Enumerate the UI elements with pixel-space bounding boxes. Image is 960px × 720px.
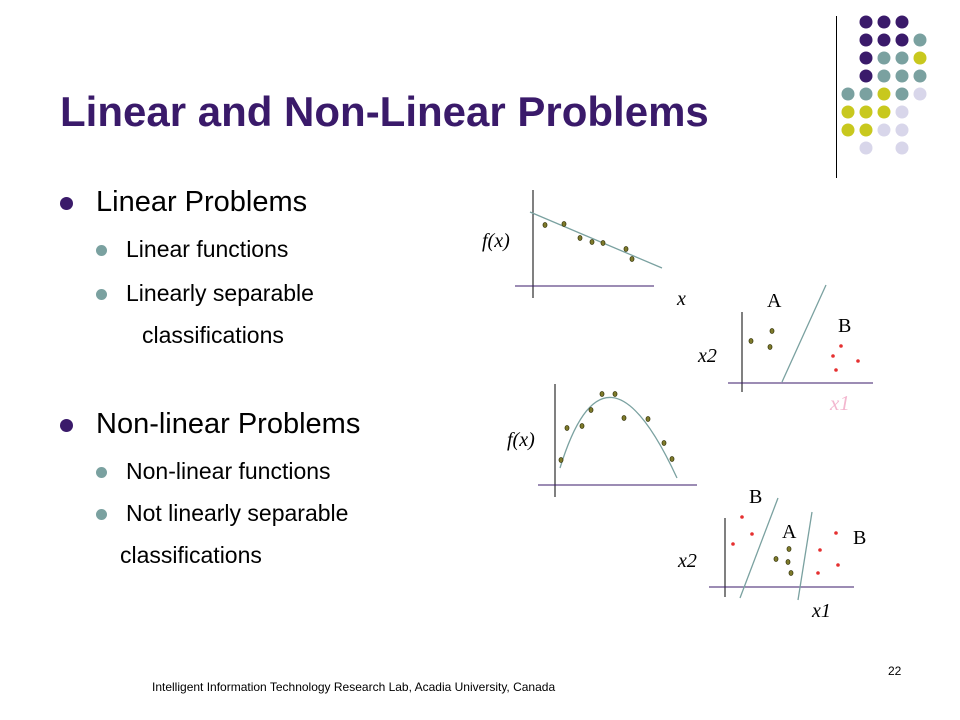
data-point — [834, 368, 838, 372]
class-b-left-points — [731, 515, 754, 546]
data-point — [589, 408, 593, 413]
class-a-points — [774, 547, 793, 576]
data-point — [786, 560, 790, 565]
data-point — [600, 392, 604, 397]
data-point — [740, 515, 744, 519]
data-point — [630, 257, 634, 262]
bullet-text: Linear Problems — [96, 186, 308, 218]
data-point — [646, 417, 650, 422]
class-a-label: A — [782, 521, 797, 543]
footer-text: Intelligent Information Technology Research Lab, Acadia University, Canada — [152, 680, 556, 694]
data-point — [622, 416, 626, 421]
sub-bullet-text: classifications — [142, 322, 284, 348]
x-axis-label: x — [677, 288, 686, 310]
data-point — [749, 339, 753, 344]
class-b-label: B — [838, 315, 852, 337]
data-point — [750, 532, 754, 536]
class-b-left-label: B — [749, 486, 763, 508]
class-b-right-label: B — [853, 527, 867, 549]
y-axis-label: f(x) — [482, 230, 510, 252]
class-b-right-points — [816, 531, 840, 575]
data-point — [839, 344, 843, 348]
nonlinear-classification-plot — [677, 486, 866, 622]
slide-title: Linear and Non-Linear Problems — [60, 88, 709, 135]
data-point — [774, 557, 778, 562]
data-point — [731, 542, 735, 546]
class-a-label: A — [767, 290, 782, 312]
linear-function-plot — [482, 190, 686, 310]
data-point — [590, 240, 594, 245]
data-points — [543, 222, 634, 262]
data-point — [836, 563, 840, 567]
data-point — [670, 457, 674, 462]
fit-curve — [560, 397, 677, 478]
fit-line — [530, 212, 662, 268]
data-point — [578, 236, 582, 241]
decision-boundary-left — [740, 498, 778, 598]
x-axis-label: x1 — [812, 600, 831, 622]
data-point — [768, 345, 772, 350]
decision-boundary — [782, 285, 826, 382]
data-point — [818, 548, 822, 552]
data-point — [789, 571, 793, 576]
data-point — [562, 222, 566, 227]
data-point — [559, 458, 563, 463]
data-point — [770, 329, 774, 334]
data-point — [787, 547, 791, 552]
data-point — [543, 223, 547, 228]
page-number: 22 — [888, 664, 902, 678]
sub-bullet-text: Linearly separable — [126, 280, 314, 306]
data-point — [613, 392, 617, 397]
data-point — [565, 426, 569, 431]
x-axis-label: x1 — [830, 391, 850, 415]
sub-bullet-text: Non-linear functions — [126, 458, 331, 484]
bullet-text: Non-linear Problems — [96, 408, 361, 440]
data-point — [601, 241, 605, 246]
y-axis-label: x2 — [698, 345, 717, 367]
sub-bullet-text: Linear functions — [126, 236, 289, 262]
data-point — [856, 359, 860, 363]
nonlinear-function-plot — [507, 384, 697, 497]
sub-bullet-text: classifications — [120, 542, 262, 568]
class-b-points — [831, 344, 860, 372]
data-point — [580, 424, 584, 429]
data-point — [662, 441, 666, 446]
sub-bullet-text: Not linearly separable — [126, 500, 349, 526]
data-point — [816, 571, 820, 575]
data-point — [834, 531, 838, 535]
class-a-points — [749, 329, 774, 350]
data-point — [624, 247, 628, 252]
y-axis-label: x2 — [678, 550, 697, 572]
y-axis-label: f(x) — [507, 429, 535, 451]
linear-classification-plot — [697, 285, 873, 415]
data-point — [831, 354, 835, 358]
